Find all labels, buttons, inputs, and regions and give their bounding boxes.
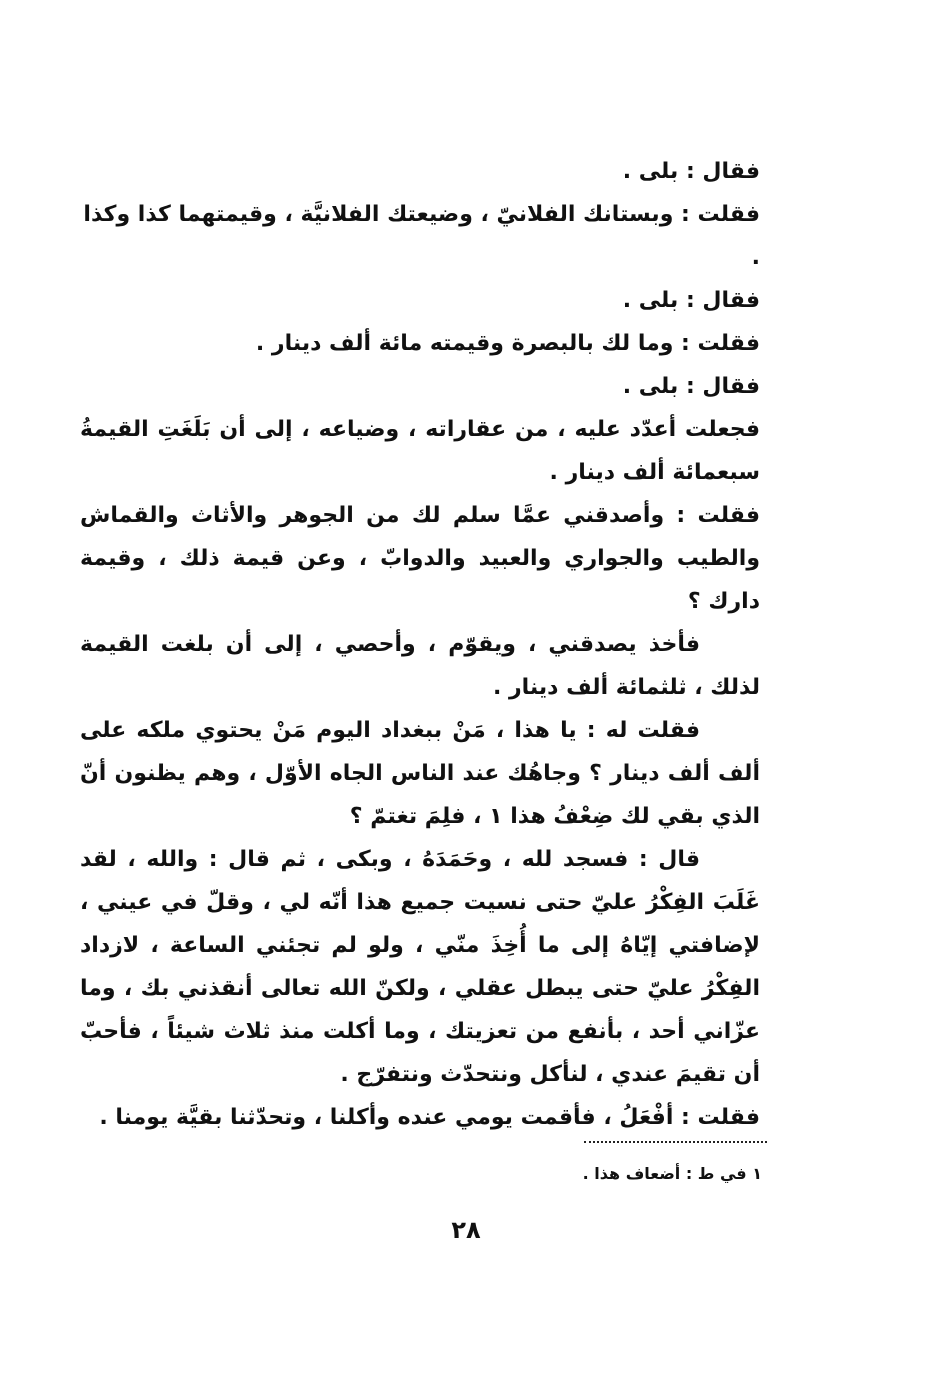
paragraph: فقلت له : يا هذا ، مَنْ ببغداد اليوم مَنْ يحتوي ملكه على ألف ألف دينار ؟ وجاهُك عند الناس الجاه الأوّل ، وهم يظنون أنّ الذي بقي لك ضِعْفُ هذا ١ ، فلِمَ تغتمّ ؟ [80, 718, 760, 829]
paragraph: فجعلت أعدّد عليه ، من عقاراته ، وضياعه ، إلى أن بَلَغَتِ القيمةُ سبعمائة ألف دينار . [80, 417, 760, 485]
paragraph: قال : فسجد لله ، وحَمَدَهُ ، وبكى ، ثم قال : والله ، لقد غَلَبَ الفِكْرُ عليّ حتى نسيت جميع هذا أنّه لي ، وقلّ في عيني ، لإضافتي إيّاهُ إلى ما أُخِذَ منّي ، ولو لم تجئني الساعة ، لازداد الفِكْرُ عليّ حتى يبطل عقلي ، ولكنّ الله تعالى أنقذني بك ، وما عزّاني أحد ، بأنفع من تعزيتك ، وما أكلت منذ ثلاث شيئاً ، فأحبّ أن تقيمَ عندي ، لنأكل ونتحدّث ونتفرّج . [80, 847, 760, 1087]
dialogue-line: فقلت : وبستانك الفلانيّ ، وضيعتك الفلانيَّة ، وقيمتهما كذا وكذا . [83, 202, 760, 270]
dialogue-line: فقال : بلى . [622, 288, 760, 313]
footnote: ١ في ط : أضعاف هذا . [582, 1164, 762, 1183]
paragraph: فقلت : وأصدقني عمَّا سلم لك من الجوهر والأثاث والقماش والطيب والجواري والعبيد والدوابّ ، وعن قيمة ذلك ، وقيمة دارك ؟ [80, 503, 760, 614]
dialogue-line: فقال : بلى . [622, 374, 760, 399]
paragraph: فقلت : أفْعَلُ ، فأقمت يومي عنده وأكلنا ، وتحدّثنا بقيَّة يومنا . [99, 1105, 760, 1130]
dialogue-line: فقال : بلى . [622, 159, 760, 184]
paragraph: فأخذ يصدقني ، ويقوّم ، وأحصي ، إلى أن بلغت القيمة لذلك ، ثلثمائة ألف دينار . [80, 632, 760, 700]
footnote-divider [584, 1141, 767, 1143]
main-text [80, 150, 760, 1139]
page-number: ٢٨ [451, 1216, 481, 1244]
dialogue-line: فقلت : وما لك بالبصرة وقيمته مائة ألف دينار . [255, 331, 760, 356]
